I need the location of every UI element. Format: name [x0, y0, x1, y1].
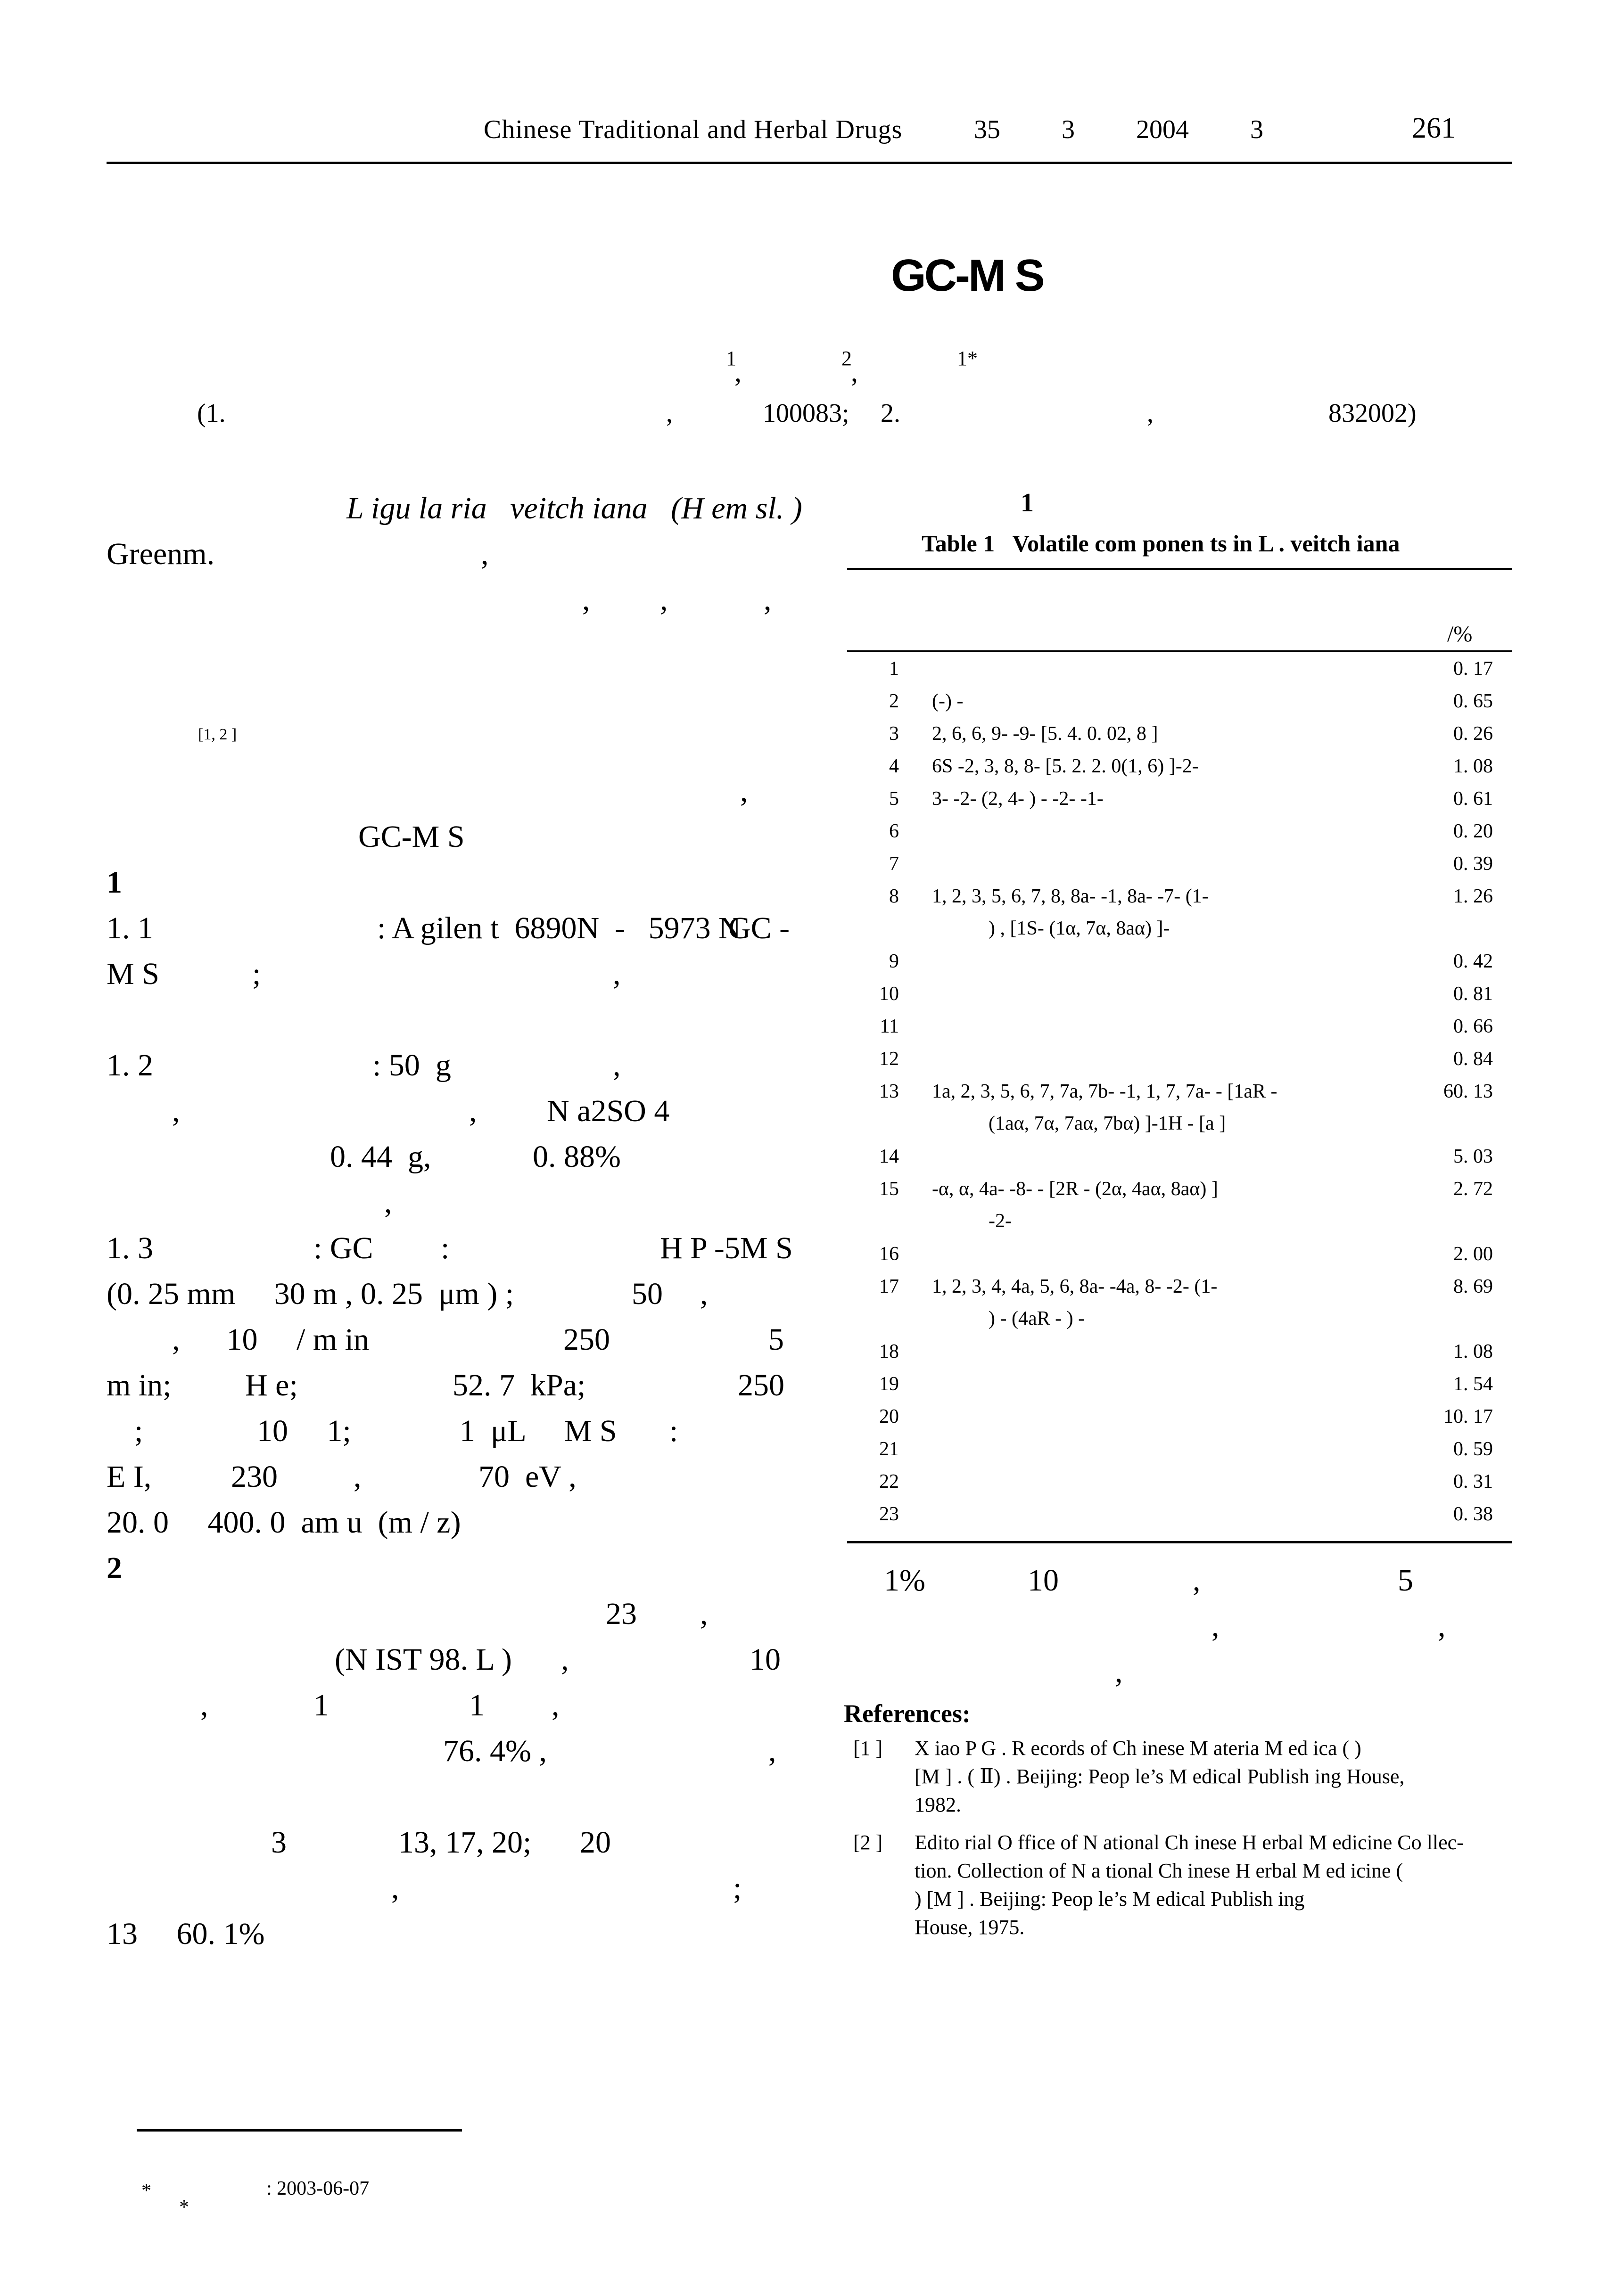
body-text-fragment: 3: [271, 1825, 287, 1860]
table-number: 1: [1021, 488, 1034, 517]
body-text-fragment: (0. 25 mm 30 m , 0. 25 μm ) ;: [107, 1277, 514, 1311]
body-text-fragment: 250: [738, 1368, 784, 1402]
cell-number: 3: [889, 723, 899, 745]
cell-number: 21: [879, 1438, 899, 1460]
body-text-fragment: ,: [172, 1094, 180, 1128]
table-row: [847, 820, 1512, 852]
body-text-fragment: ,: [354, 1460, 362, 1494]
body-text-fragment: ;: [252, 957, 261, 991]
table-header-rule: [847, 650, 1512, 652]
cell-percent: 5. 03: [1453, 1146, 1493, 1167]
table-row: [847, 1340, 1512, 1372]
cell-percent: 1. 08: [1453, 1341, 1493, 1362]
body-text-fragment: GC-M S: [358, 820, 465, 854]
reference-line: [M ] . ( Ⅱ) . Beijing: Peop le’s M edical Publish ing House,: [915, 1765, 1405, 1788]
cell-percent: 0. 59: [1453, 1438, 1493, 1460]
cell-percent: 0. 84: [1453, 1048, 1493, 1070]
body-text-fragment: 10: [1028, 1563, 1059, 1598]
cell-percent: 60. 13: [1443, 1081, 1493, 1102]
body-text-fragment: 10: [750, 1642, 781, 1677]
body-text-fragment: 70 eV ,: [478, 1460, 577, 1494]
table-row: [847, 1145, 1512, 1177]
table-row: [847, 1470, 1512, 1502]
body-text-fragment: ,: [660, 582, 668, 617]
cell-number: 16: [879, 1243, 899, 1265]
cell-number: 2: [889, 690, 899, 712]
cell-number: 23: [879, 1503, 899, 1525]
body-text-fragment: ,: [481, 537, 489, 571]
body-text-fragment: E I,: [107, 1460, 152, 1494]
body-text-fragment: ,: [700, 1277, 708, 1311]
table-row: [847, 1405, 1512, 1437]
cell-percent: 10. 17: [1443, 1406, 1493, 1427]
body-text-fragment: ,: [561, 1642, 569, 1677]
cell-number: 4: [889, 755, 899, 777]
table-row: [847, 983, 1512, 1015]
body-text-fragment: 250: [563, 1322, 610, 1357]
cell-compound: 1, 2, 3, 4, 4a, 5, 6, 8a- -4a, 8- -2- (1-: [932, 1276, 1218, 1297]
body-text-fragment: ,: [1438, 1609, 1446, 1643]
cell-compound: 6S -2, 3, 8, 8- [5. 2. 2. 0(1, 6) ]-2-: [932, 755, 1199, 777]
footnote-mark-2: *: [179, 2197, 189, 2218]
body-text-fragment: 0. 44 g,: [330, 1140, 431, 1174]
cell-percent: 2. 72: [1453, 1178, 1493, 1200]
volume: 35: [974, 115, 1000, 144]
body-text-fragment: ,: [384, 1185, 392, 1220]
body-text-fragment: ,: [1115, 1655, 1123, 1689]
reference-line: ) [M ] . Beijing: Peop le’s M edical Publish ing: [915, 1887, 1305, 1911]
cell-percent: 0. 38: [1453, 1503, 1493, 1525]
body-text-fragment: ,: [552, 1688, 560, 1722]
footnote-mark-1: *: [141, 2180, 151, 2202]
table-bottom-rule: [847, 1541, 1512, 1543]
cell-percent: 0. 39: [1453, 853, 1493, 875]
cell-percent: 0. 65: [1453, 690, 1493, 712]
cell-number: 22: [879, 1471, 899, 1492]
reference-line: tion. Collection of N a tional Ch inese H erbal M ed icine (: [915, 1859, 1403, 1882]
footnote-received-date: : 2003-06-07: [266, 2178, 370, 2199]
body-text-fragment: 13 60. 1%: [107, 1917, 265, 1951]
body-text-fragment: H P -5M S: [660, 1231, 793, 1265]
body-text-fragment: 1: [313, 1688, 329, 1722]
cell-percent: 8. 69: [1453, 1276, 1493, 1297]
body-text-fragment: :: [669, 1414, 678, 1448]
table-row: [847, 950, 1512, 982]
body-text-fragment: 10 1;: [257, 1414, 351, 1448]
table-row: [847, 722, 1512, 754]
affil-comma-1: ,: [666, 399, 673, 428]
cell-compound: 3- -2- (2, 4- ) - -2- -1-: [932, 788, 1104, 810]
cell-compound: 1a, 2, 3, 5, 6, 7, 7a, 7b- -1, 1, 7, 7a- - [1aR -: [932, 1081, 1277, 1102]
year: 2004: [1136, 115, 1189, 144]
body-text-fragment: :: [441, 1231, 450, 1265]
body-text-fragment: ,: [768, 1734, 776, 1768]
table-top-rule: [847, 568, 1512, 570]
table-row: [847, 1015, 1512, 1047]
footnote-rule: [137, 2129, 462, 2132]
cell-compound-cont: -2-: [989, 1210, 1012, 1232]
body-text-fragment: 1. 3: [107, 1231, 153, 1265]
body-text-fragment: 13, 17, 20;: [398, 1825, 532, 1860]
body-text-fragment: ;: [733, 1871, 742, 1905]
cell-percent: 0. 17: [1453, 658, 1493, 680]
table-caption: [922, 530, 1400, 557]
body-text-fragment: : A gilen t 6890N - 5973 N: [377, 911, 741, 945]
cell-compound-cont: ) - (4aR - ) -: [989, 1308, 1085, 1329]
cell-percent: 0. 66: [1453, 1016, 1493, 1037]
table-row: [847, 657, 1512, 689]
reference-line: Edito rial O ffice of N ational Ch inese H erbal M edicine Co llec-: [915, 1831, 1464, 1854]
cell-percent: 2. 00: [1453, 1243, 1493, 1265]
table-caption-label: Table 1: [922, 530, 995, 557]
cell-percent: 0. 20: [1453, 820, 1493, 842]
cell-number: 5: [889, 788, 899, 810]
cell-compound-cont: ) , [1S- (1α, 7α, 8aα) ]-: [989, 918, 1170, 939]
author-sup-1: 1: [726, 347, 736, 370]
cell-percent: 0. 42: [1453, 951, 1493, 972]
month: 3: [1250, 115, 1263, 144]
issue: 3: [1062, 115, 1075, 144]
cell-number: 10: [879, 983, 899, 1005]
body-text-fragment: ,: [391, 1871, 399, 1905]
body-text-fragment: Greenm.: [107, 537, 215, 571]
table-row: [847, 853, 1512, 885]
body-text-fragment: ,: [613, 957, 621, 991]
body-text-fragment: (N IST 98. L ): [335, 1642, 512, 1677]
issue-info: [974, 115, 1325, 145]
affil-zip-2: 832002): [1328, 399, 1417, 428]
body-text-fragment: N a2SO 4: [547, 1094, 670, 1128]
cell-compound: 1, 2, 3, 5, 6, 7, 8, 8a- -1, 8a- -7- (1-: [932, 886, 1209, 907]
cell-number: 12: [879, 1048, 899, 1070]
cell-compound-cont: (1aα, 7α, 7aα, 7bα) ]-1H - [a ]: [989, 1113, 1226, 1134]
affil-num-2: 2.: [881, 399, 900, 428]
body-text-fragment: L igu la ria veitch iana (H em sl. ): [346, 491, 802, 525]
table-row: [847, 1080, 1512, 1134]
body-text-fragment: ,: [1193, 1563, 1201, 1598]
cell-percent: 0. 26: [1453, 723, 1493, 745]
body-text-fragment: : GC: [313, 1231, 373, 1265]
cell-number: 6: [889, 820, 899, 842]
reference-line: X iao P G . R ecords of Ch inese M ateria M ed ica ( ): [915, 1737, 1361, 1760]
body-text-fragment: 0. 88%: [533, 1140, 621, 1174]
table-row: [847, 1178, 1512, 1232]
author-comma-1: ,: [734, 356, 742, 387]
table-row: [847, 885, 1512, 939]
references-heading: References:: [844, 1699, 971, 1728]
author-sup-3: 1*: [957, 347, 978, 370]
table-row: [847, 1373, 1512, 1405]
body-text-fragment: 23: [606, 1597, 637, 1631]
body-text-fragment: 5: [1398, 1563, 1413, 1598]
body-text-fragment: M S: [107, 957, 159, 991]
cell-number: 20: [879, 1406, 899, 1427]
cell-number: 8: [889, 886, 899, 907]
cell-number: 19: [879, 1373, 899, 1395]
table-row: [847, 787, 1512, 820]
cell-number: 18: [879, 1341, 899, 1362]
reference-line: 1982.: [915, 1793, 961, 1816]
cell-compound: 2, 6, 6, 9- -9- [5. 4. 0. 02, 8 ]: [932, 723, 1158, 745]
affil-comma-2: ,: [1147, 399, 1154, 428]
cell-percent: 1. 08: [1453, 755, 1493, 777]
affil-open: (1.: [197, 399, 226, 428]
table-row: [847, 690, 1512, 722]
page-number: 261: [1412, 112, 1456, 144]
body-text-fragment: 1. 1: [107, 911, 153, 945]
table-caption-text: Volatile com ponen ts in L . veitch iana: [1012, 530, 1400, 557]
body-text-fragment: ,: [1211, 1609, 1220, 1643]
body-text-fragment: 5: [768, 1322, 784, 1357]
table-row: [847, 1048, 1512, 1080]
body-text-fragment: 1%: [884, 1563, 925, 1598]
body-text-fragment: m in;: [107, 1368, 172, 1402]
body-text-fragment: 2: [107, 1551, 122, 1585]
body-text-fragment: , 10 / m in: [172, 1322, 370, 1357]
body-text-fragment: ,: [469, 1094, 477, 1128]
cell-number: 14: [879, 1146, 899, 1167]
body-text-fragment: ,: [700, 1597, 708, 1631]
cell-number: 13: [879, 1081, 899, 1102]
body-text-fragment: ,: [764, 582, 772, 617]
body-text-fragment: 20: [580, 1825, 611, 1860]
cell-percent: 0. 81: [1453, 983, 1493, 1005]
reference-line: House, 1975.: [915, 1916, 1025, 1939]
body-text-fragment: ,: [740, 774, 748, 808]
table-row: [847, 1503, 1512, 1535]
table-row: [847, 1243, 1512, 1275]
cell-percent: 0. 61: [1453, 788, 1493, 810]
body-text-fragment: H e;: [245, 1368, 298, 1402]
cell-number: 1: [889, 658, 899, 680]
body-text-fragment: 76. 4% ,: [443, 1734, 547, 1768]
body-text-fragment: 230: [231, 1460, 278, 1494]
reference-number: [1 ]: [853, 1737, 883, 1760]
body-text-fragment: ;: [134, 1414, 143, 1448]
table-row: [847, 755, 1512, 787]
body-text-fragment: 1: [469, 1688, 485, 1722]
body-text-fragment: 50: [632, 1277, 663, 1311]
cell-number: 15: [879, 1178, 899, 1200]
body-text-fragment: GC -: [728, 911, 790, 945]
body-text-fragment: 1: [107, 865, 122, 900]
cell-number: 11: [880, 1016, 899, 1037]
article-title: GC-M S: [891, 250, 1043, 301]
journal-name: Chinese Traditional and Herbal Drugs: [484, 115, 903, 144]
running-header: [107, 112, 1512, 164]
body-text-fragment: ,: [200, 1688, 208, 1722]
body-text-fragment: 20. 0 400. 0 am u (m / z): [107, 1505, 461, 1540]
author-sup-2: 2: [841, 347, 852, 370]
reference-number: [2 ]: [853, 1831, 883, 1854]
table-unit-header: /%: [1447, 622, 1473, 647]
cell-number: 17: [879, 1276, 899, 1297]
table-row: [847, 1438, 1512, 1470]
cell-compound: -α, α, 4a- -8- - [2R - (2α, 4aα, 8aα) ]: [932, 1178, 1218, 1200]
body-text-fragment: [1, 2 ]: [198, 726, 237, 743]
cell-percent: 1. 26: [1453, 886, 1493, 907]
affil-zip-1: 100083;: [763, 399, 849, 428]
cell-number: 9: [889, 951, 899, 972]
body-text-fragment: ,: [582, 582, 590, 617]
cell-number: 7: [889, 853, 899, 875]
body-text-fragment: ,: [613, 1048, 621, 1082]
body-text-fragment: : 50 g: [372, 1048, 451, 1082]
cell-compound: (-) -: [932, 690, 964, 712]
cell-percent: 0. 31: [1453, 1471, 1493, 1492]
author-comma-2: ,: [851, 356, 858, 387]
table-row: [847, 1275, 1512, 1329]
body-text-fragment: 52. 7 kPa;: [453, 1368, 586, 1402]
body-text-fragment: 1. 2: [107, 1048, 153, 1082]
cell-percent: 1. 54: [1453, 1373, 1493, 1395]
body-text-fragment: 1 μL M S: [460, 1414, 617, 1448]
